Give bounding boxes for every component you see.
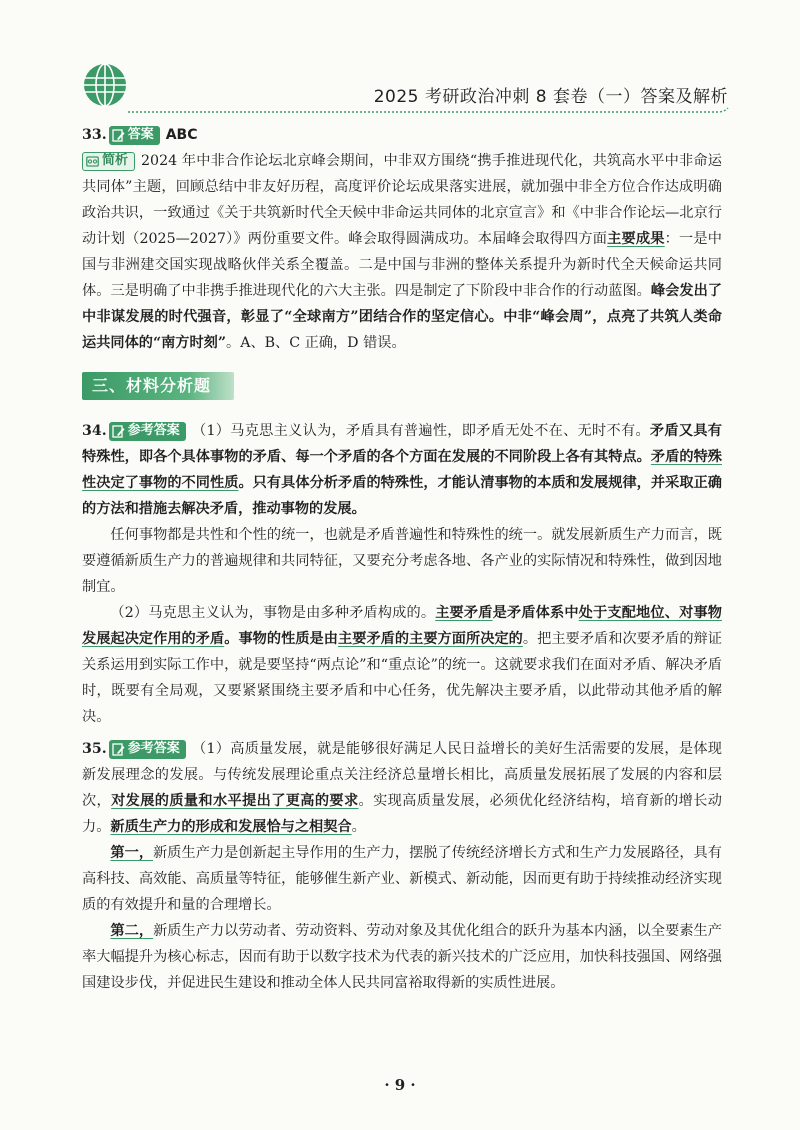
q35-number: 35. bbox=[82, 741, 107, 757]
q34-paragraph-2: 任何事物都是共性和个性的统一，也就是矛盾普遍性和特殊性的统一。就发展新质生产力而言，既要遵循新质生产力的普遍规律和共同特征，又要充分考虑各地、各产业的实际情况和特殊性，做到因地制宜。 bbox=[82, 527, 722, 595]
q33-answer: ABC bbox=[165, 127, 198, 143]
q34-paragraph-1: 34. 参考答案 （1）马克思主义认为，矛盾具有普遍性，即矛盾无处不在、无时不有。矛盾又具有特殊性，即各个具体事物的矛盾、每一个矛盾的各个方面在发展的不同阶段上各有其特点。矛盾的特殊性决定了事物的不同性质。只有具体分析矛盾的特殊性，才能认清事物的本质和发展规律，并采取正确的方法和措施去解决矛盾，推动事物的发展。 bbox=[82, 423, 722, 517]
analysis-tag: 简析 bbox=[82, 152, 135, 171]
q34-number: 34. bbox=[82, 423, 107, 439]
q35-paragraph-3: 第二，新质生产力以劳动者、劳动资料、劳动对象及其优化组合的跃升为基本内涵，以全要素生产率大幅提升为核心标志，因而有助于以数字技术为代表的新兴技术的广泛应用，加快科技强国、网络强国建设步伐，并促进民生建设和推动全体人民共同富裕取得新的实质性进展。 bbox=[82, 923, 722, 991]
header-rule bbox=[128, 106, 732, 118]
reference-answer-tag: 参考答案 bbox=[109, 740, 186, 759]
q33-number: 33. bbox=[82, 127, 107, 143]
page-content bbox=[82, 122, 722, 996]
answer-tag: 答案 bbox=[109, 126, 160, 145]
pencil-note-icon bbox=[112, 743, 125, 756]
q33-answer-line bbox=[82, 122, 722, 148]
section-banner bbox=[82, 372, 234, 400]
q35-paragraph-1: 35. 参考答案 （1）高质量发展，就是能够很好满足人民日益增长的美好生活需要的发展，是体现新发展理念的发展。与传统发展理论重点关注经济总量增长相比，高质量发展拓展了发展的内容和层次，对发展的质量和水平提出了更高的要求。实现高质量发展，必须优化经济结构，培育新的增长动力。新质生产力的形成和发展恰与之相契合。 bbox=[82, 741, 722, 835]
section-title: 三、材料分析题 bbox=[92, 376, 212, 395]
pencil-note-icon bbox=[112, 129, 125, 142]
q34-paragraph-3: （2）马克思主义认为，事物是由多种矛盾构成的。主要矛盾是矛盾体系中处于支配地位、对事物发展起决定作用的矛盾。事物的性质是由主要矛盾的主要方面所决定的。把主要矛盾和次要矛盾的辩证关系运用到实际工作中，就是要坚持“两点论”和“重点论”的统一。这就要求我们在面对矛盾、解决矛盾时，既要有全局观，又要紧紧围绕主要矛盾和中心任务，优先解决主要矛盾，以此带动其他矛盾的解决。 bbox=[82, 605, 722, 725]
reference-answer-tag: 参考答案 bbox=[109, 422, 186, 441]
globe-icon bbox=[82, 62, 128, 108]
q35-paragraph-2: 第一，新质生产力是创新起主导作用的生产力，摆脱了传统经济增长方式和生产力发展路径，具有高科技、高效能、高质量等特征，能够催生新产业、新模式、新动能，因而更有助于持续推动经济实现质的有效提升和量的合理增长。 bbox=[82, 845, 722, 913]
glasses-icon bbox=[86, 155, 99, 168]
q33-analysis: 简析 2024 年中非合作论坛北京峰会期间，中非双方围绕“携手推进现代化，共筑高水平中非命运共同体”主题，回顾总结中非友好历程，高度评价论坛成果落实进展，就加强中非全方位合作达成明确政治共识，一致通过《关于共筑新时代全天候中非命运共同体的北京宣言》和《中非合作论坛—北京行动计划（2025—2027）》两份重要文件。峰会取得圆满成功。本届峰会取得四方面主要成果：一是中国与非洲建交国实现战略伙伴关系全覆盖。二是中国与非洲的整体关系提升为新时代全天候命运共同体。三是明确了中非携手推进现代化的六大主张。四是制定了下阶段中非合作的行动蓝图。峰会发出了中非谋发展的时代强音，彰显了“全球南方”团结合作的坚定信心。中非“峰会周”，点亮了共筑人类命运共同体的“南方时刻”。A、B、C 正确，D 错误。 bbox=[82, 153, 722, 351]
page-number: · 9 · bbox=[384, 1076, 416, 1094]
header-title: 2025 考研政治冲刺 8 套卷（一）答案及解析 bbox=[373, 87, 728, 107]
pencil-note-icon bbox=[112, 425, 125, 438]
